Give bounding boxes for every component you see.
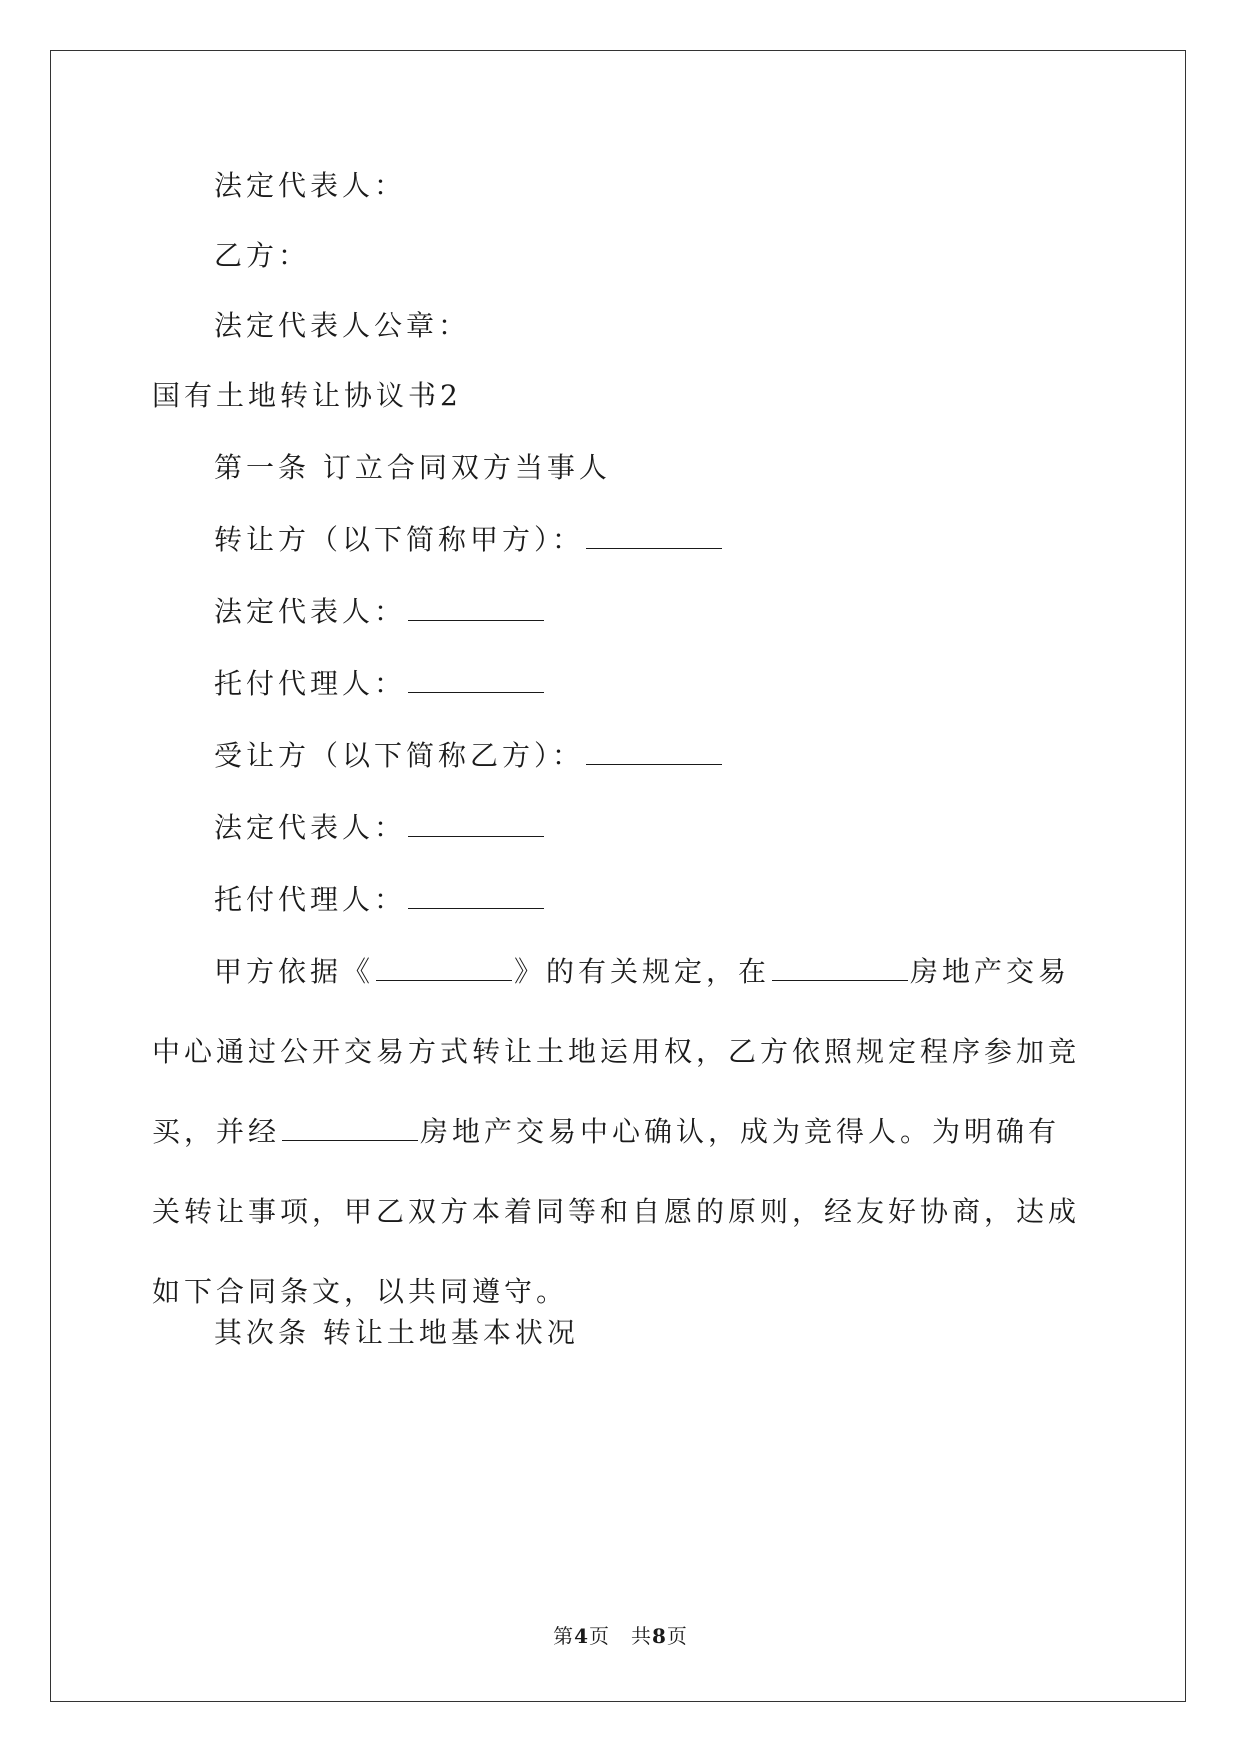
paragraph-part-4: 房地产交易中心确认，成为竞得人。为明确有关转让事项，甲乙双方本着同等和自愿的原则，经友好协商，达成如下合同条文，以共同遵守。 — [152, 1115, 1081, 1308]
footer-page-number: 4 — [574, 1624, 589, 1648]
transferor-blank — [586, 522, 722, 549]
page-border — [50, 50, 1186, 1702]
footer-prefix: 第 — [553, 1624, 575, 1648]
paragraph-part-2: 》的有关规定，在 — [514, 955, 771, 988]
transferee-blank — [586, 738, 722, 765]
legal-rep-label: 法定代表人： — [214, 169, 407, 202]
party-b-label: 乙方： — [214, 239, 311, 272]
footer-total-pages: 8 — [652, 1624, 667, 1648]
agent-a-blank — [408, 666, 544, 693]
transferor-line — [214, 520, 724, 560]
page-footer — [0, 1620, 1241, 1649]
agent-a-label: 托付代理人： — [214, 667, 407, 700]
legal-rep-b-blank — [408, 810, 544, 837]
agent-b-line — [214, 880, 546, 920]
article-1-heading — [214, 448, 611, 488]
legal-rep-a-label: 法定代表人： — [214, 595, 407, 628]
agent-b-label: 托付代理人： — [214, 883, 407, 916]
paragraph-part-3: 房地产交易中心通过公开交易方式转让土地运用权，乙方依照规定程序参加竞买，并经 — [152, 955, 1081, 1148]
transferee-line — [214, 736, 724, 776]
footer-suffix: 页 — [666, 1624, 688, 1648]
exchange-confirm-blank — [282, 1114, 418, 1141]
transferee-label: 受让方（以下简称乙方）： — [214, 739, 585, 772]
paragraph-part-1: 甲方依据《 — [214, 955, 375, 988]
agent-a-line — [214, 664, 546, 704]
legal-rep-seal-label: 法定代表人公章： — [214, 309, 471, 342]
article-1-text: 第一条 订立合同双方当事人 — [214, 451, 611, 484]
legal-rep-b-line — [214, 808, 546, 848]
document-title-text: 国有土地转让协议书2 — [152, 379, 462, 412]
party-b-line — [214, 236, 310, 276]
contract-paragraph — [152, 932, 1092, 1332]
regulation-name-blank — [376, 954, 512, 981]
legal-rep-b-label: 法定代表人： — [214, 811, 407, 844]
legal-rep-a-line — [214, 592, 546, 632]
document-title — [152, 376, 462, 416]
exchange-location-blank — [772, 954, 908, 981]
article-2-heading — [214, 1313, 579, 1353]
footer-mid: 页 共 — [589, 1624, 652, 1648]
transferor-label: 转让方（以下简称甲方）： — [214, 523, 585, 556]
legal-rep-a-blank — [408, 594, 544, 621]
agent-b-blank — [408, 882, 544, 909]
legal-rep-seal-line — [214, 306, 470, 346]
legal-rep-line — [214, 166, 406, 206]
article-2-text: 其次条 转让土地基本状况 — [214, 1316, 579, 1349]
